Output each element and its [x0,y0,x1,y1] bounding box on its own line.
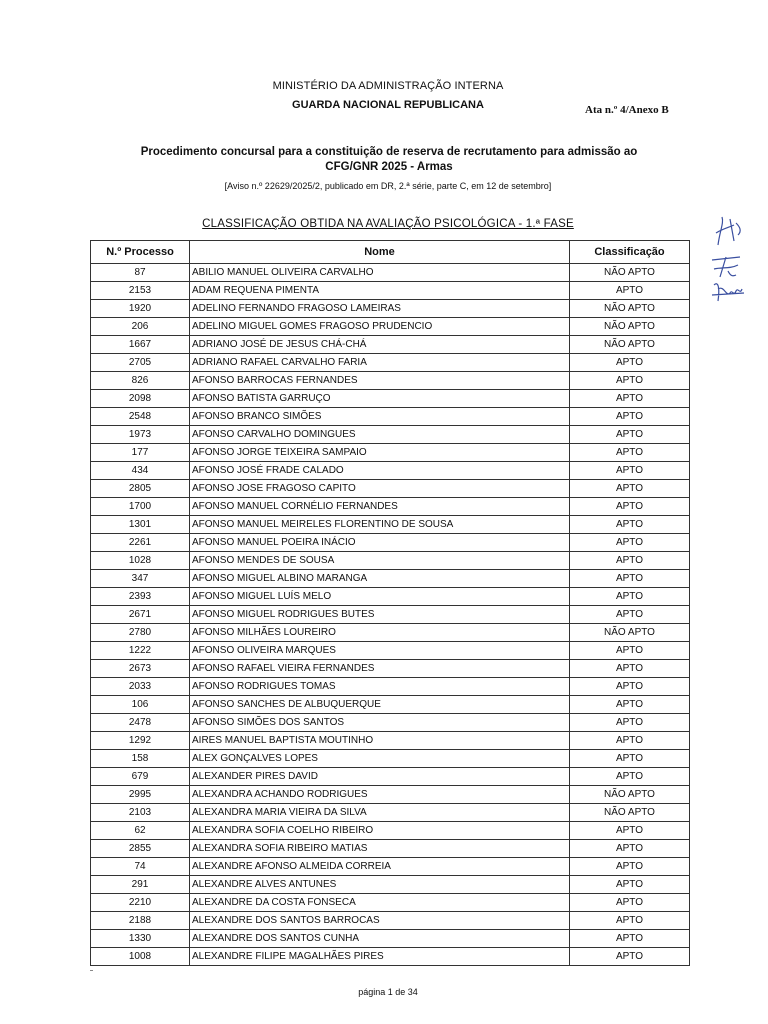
cell-processo: 177 [91,444,190,462]
cell-nome: ALEXANDRA MARIA VIEIRA DA SILVA [190,804,570,822]
table-row [91,426,690,444]
table-row [91,786,690,804]
cell-processo: 1667 [91,336,190,354]
cell-classificacao: APTO [570,894,690,912]
cell-processo: 2478 [91,714,190,732]
cell-classificacao: APTO [570,408,690,426]
table-row [91,516,690,534]
cell-nome: AFONSO OLIVEIRA MARQUES [190,642,570,660]
header-processo: N.º Processo [91,241,190,264]
cell-nome: AFONSO SIMÕES DOS SANTOS [190,714,570,732]
table-body [91,264,690,966]
table-row [91,390,690,408]
cell-classificacao: APTO [570,732,690,750]
cell-processo: 1008 [91,948,190,966]
cell-processo: 826 [91,372,190,390]
cell-nome: AFONSO MILHÃES LOUREIRO [190,624,570,642]
cell-processo: 1222 [91,642,190,660]
cell-classificacao: APTO [570,354,690,372]
cell-processo: 2188 [91,912,190,930]
cell-classificacao: APTO [570,696,690,714]
handwritten-initials [700,205,750,325]
cell-nome: AFONSO BARROCAS FERNANDES [190,372,570,390]
cell-classificacao: APTO [570,552,690,570]
table-row [91,732,690,750]
cell-nome: ALEXANDRE DOS SANTOS BARROCAS [190,912,570,930]
table-row [91,624,690,642]
cell-classificacao: NÃO APTO [570,804,690,822]
cell-processo: 2098 [91,390,190,408]
cell-nome: ALEX GONÇALVES LOPES [190,750,570,768]
table-row [91,300,690,318]
cell-classificacao: APTO [570,840,690,858]
cell-classificacao: APTO [570,948,690,966]
cell-classificacao: APTO [570,426,690,444]
cell-classificacao: APTO [570,498,690,516]
title-line-2: CFG/GNR 2025 - Armas [325,161,453,173]
cell-processo: 2855 [91,840,190,858]
cell-processo: 2393 [91,588,190,606]
cell-processo: 347 [91,570,190,588]
cell-classificacao: APTO [570,462,690,480]
table-row [91,498,690,516]
table-row [91,912,690,930]
cell-processo: 2153 [91,282,190,300]
table-row [91,876,690,894]
table-row [91,282,690,300]
table-row [91,444,690,462]
cell-processo: 1700 [91,498,190,516]
cell-nome: ALEXANDRE ALVES ANTUNES [190,876,570,894]
cell-nome: AFONSO RAFAEL VIEIRA FERNANDES [190,660,570,678]
table-row [91,678,690,696]
results-table-wrapper [90,240,689,966]
table-row [91,930,690,948]
cell-processo: 291 [91,876,190,894]
cell-processo: 434 [91,462,190,480]
cell-processo: 2673 [91,660,190,678]
cell-nome: AFONSO RODRIGUES TOMAS [190,678,570,696]
cell-nome: AFONSO CARVALHO DOMINGUES [190,426,570,444]
table-row [91,534,690,552]
cell-processo: 106 [91,696,190,714]
cell-nome: ALEXANDRE FILIPE MAGALHÃES PIRES [190,948,570,966]
cell-processo: 1330 [91,930,190,948]
cell-processo: 62 [91,822,190,840]
cell-processo: 2210 [91,894,190,912]
cell-classificacao: APTO [570,282,690,300]
cell-processo: 158 [91,750,190,768]
cell-nome: AFONSO MENDES DE SOUSA [190,552,570,570]
cell-nome: ALEXANDRE DA COSTA FONSECA [190,894,570,912]
aviso-reference: [Aviso n.º 22629/2025/2, publicado em DR, 2.ª série, parte C, em 12 de setembro] [224,181,552,191]
gnr-heading: GUARDA NACIONAL REPUBLICANA [292,99,484,111]
cell-classificacao: APTO [570,390,690,408]
table-row [91,660,690,678]
cell-nome: AFONSO MIGUEL RODRIGUES BUTES [190,606,570,624]
ata-reference: Ata n.º 4/Anexo B [585,104,669,116]
table-row [91,858,690,876]
cell-processo: 2033 [91,678,190,696]
table-row [91,606,690,624]
cell-classificacao: APTO [570,534,690,552]
table-row [91,894,690,912]
table-row [91,480,690,498]
cell-processo: 1973 [91,426,190,444]
cell-processo: 2261 [91,534,190,552]
cell-classificacao: APTO [570,606,690,624]
cell-processo: 2705 [91,354,190,372]
table-row [91,588,690,606]
cell-processo: 2805 [91,480,190,498]
cell-processo: 1920 [91,300,190,318]
header-nome: Nome [190,241,570,264]
cell-nome: AFONSO MIGUEL LUÍS MELO [190,588,570,606]
cell-classificacao: NÃO APTO [570,624,690,642]
document-title [90,145,688,175]
cell-classificacao: APTO [570,480,690,498]
table-row [91,318,690,336]
cell-classificacao: APTO [570,588,690,606]
cell-processo: 206 [91,318,190,336]
title-line-1: Procedimento concursal para a constituição de reserva de recrutamento para admissão ao [140,146,638,158]
table-row [91,462,690,480]
table-row [91,408,690,426]
table-row [91,264,690,282]
cell-nome: ADELINO MIGUEL GOMES FRAGOSO PRUDENCIO [190,318,570,336]
cell-classificacao: APTO [570,876,690,894]
table-header-row [91,241,690,264]
table-row [91,696,690,714]
table-row [91,642,690,660]
results-table [90,240,690,966]
cell-nome: ALEXANDRE DOS SANTOS CUNHA [190,930,570,948]
cell-nome: AFONSO JOSE FRAGOSO CAPITO [190,480,570,498]
cell-classificacao: APTO [570,930,690,948]
table-row [91,768,690,786]
cell-classificacao: APTO [570,642,690,660]
table-row [91,948,690,966]
cell-nome: ADAM REQUENA PIMENTA [190,282,570,300]
cell-nome: ADRIANO JOSÉ DE JESUS CHÁ-CHÁ [190,336,570,354]
cell-classificacao: NÃO APTO [570,336,690,354]
cell-processo: 2995 [91,786,190,804]
cell-nome: AIRES MANUEL BAPTISTA MOUTINHO [190,732,570,750]
cell-classificacao: APTO [570,858,690,876]
cell-nome: AFONSO BRANCO SIMÕES [190,408,570,426]
cell-processo: 1292 [91,732,190,750]
cell-nome: AFONSO MANUEL POEIRA INÁCIO [190,534,570,552]
table-row [91,714,690,732]
cell-classificacao: NÃO APTO [570,264,690,282]
cell-classificacao: APTO [570,768,690,786]
table-row [91,822,690,840]
cell-classificacao: APTO [570,714,690,732]
cell-classificacao: APTO [570,372,690,390]
cell-classificacao: NÃO APTO [570,786,690,804]
table-row [91,372,690,390]
cell-classificacao: APTO [570,750,690,768]
cell-nome: ALEXANDRE AFONSO ALMEIDA CORREIA [190,858,570,876]
cell-nome: ALEXANDRA SOFIA COELHO RIBEIRO [190,822,570,840]
cell-nome: ALEXANDRA SOFIA RIBEIRO MATIAS [190,840,570,858]
cell-nome: AFONSO JORGE TEIXEIRA SAMPAIO [190,444,570,462]
cell-processo: 2103 [91,804,190,822]
cell-nome: AFONSO MIGUEL ALBINO MARANGA [190,570,570,588]
cell-classificacao: NÃO APTO [570,300,690,318]
cell-nome: ADELINO FERNANDO FRAGOSO LAMEIRAS [190,300,570,318]
cell-processo: 1301 [91,516,190,534]
cell-nome: AFONSO BATISTA GARRUÇO [190,390,570,408]
page-mark [90,970,93,971]
cell-nome: ALEXANDRA ACHANDO RODRIGUES [190,786,570,804]
cell-nome: AFONSO MANUEL MEIRELES FLORENTINO DE SOUSA [190,516,570,534]
cell-nome: AFONSO SANCHES DE ALBUQUERQUE [190,696,570,714]
cell-classificacao: APTO [570,822,690,840]
section-title: CLASSIFICAÇÃO OBTIDA NA AVALIAÇÃO PSICOLÓGICA - 1.ª FASE [202,218,574,230]
cell-processo: 74 [91,858,190,876]
header-classificacao: Classificação [570,241,690,264]
page-footer: página 1 de 34 [358,987,418,997]
cell-classificacao: NÃO APTO [570,318,690,336]
cell-processo: 679 [91,768,190,786]
cell-classificacao: APTO [570,912,690,930]
table-row [91,354,690,372]
cell-classificacao: APTO [570,570,690,588]
cell-processo: 1028 [91,552,190,570]
cell-nome: AFONSO JOSÉ FRADE CALADO [190,462,570,480]
cell-classificacao: APTO [570,444,690,462]
table-row [91,840,690,858]
cell-classificacao: APTO [570,660,690,678]
cell-nome: ALEXANDER PIRES DAVID [190,768,570,786]
cell-classificacao: APTO [570,678,690,696]
table-row [91,552,690,570]
ministry-heading: MINISTÉRIO DA ADMINISTRAÇÃO INTERNA [272,80,504,92]
cell-classificacao: APTO [570,516,690,534]
cell-nome: ADRIANO RAFAEL CARVALHO FARIA [190,354,570,372]
table-row [91,750,690,768]
table-row [91,804,690,822]
cell-processo: 87 [91,264,190,282]
table-row [91,570,690,588]
cell-processo: 2780 [91,624,190,642]
cell-nome: ABILIO MANUEL OLIVEIRA CARVALHO [190,264,570,282]
cell-processo: 2671 [91,606,190,624]
table-row [91,336,690,354]
cell-nome: AFONSO MANUEL CORNÉLIO FERNANDES [190,498,570,516]
cell-processo: 2548 [91,408,190,426]
